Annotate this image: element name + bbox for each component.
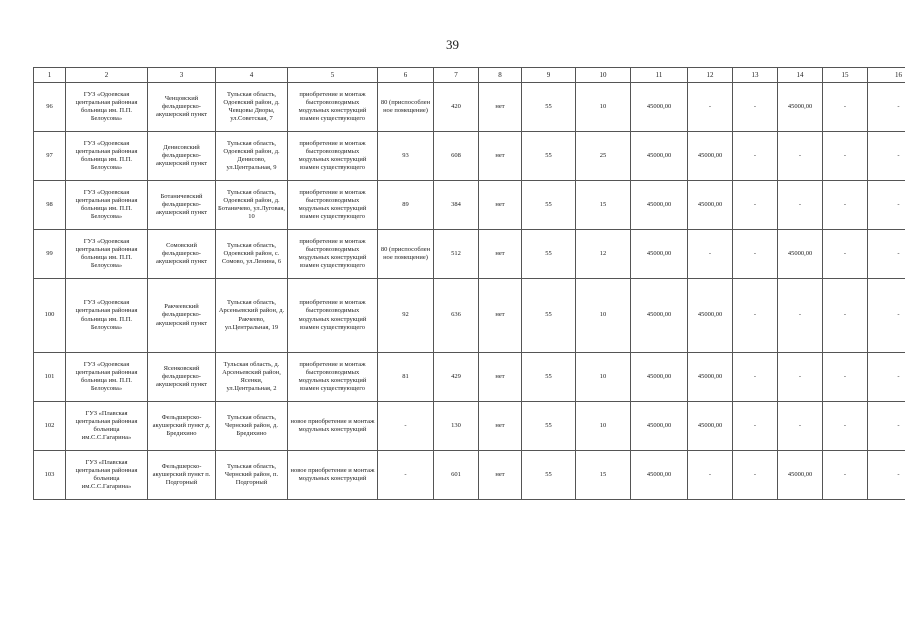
cell-availability: нет <box>479 83 522 132</box>
cell-cost-total: 45000,00 <box>631 132 688 181</box>
cell-distance: 55 <box>522 132 576 181</box>
cell-address: Тульская область, Одоевский район, д. Денисово, ул.Центральная, 9 <box>216 132 288 181</box>
cell-distance: 55 <box>522 230 576 279</box>
table-row <box>34 132 905 181</box>
cell-cost-total: 45000,00 <box>631 451 688 500</box>
cell-facility-name: Денисовский фельдшерско-акушерский пункт <box>148 132 216 181</box>
column-header: 3 <box>148 68 216 83</box>
cell-area: - <box>378 451 434 500</box>
cell-area: 80 (приспособлен ное помещение) <box>378 83 434 132</box>
cell-cost-total: 45000,00 <box>631 402 688 451</box>
cell-distance: 55 <box>522 279 576 353</box>
column-header: 6 <box>378 68 434 83</box>
cell-area: 89 <box>378 181 434 230</box>
cell-cost-year-2: - <box>733 132 778 181</box>
cell-cost-total: 45000,00 <box>631 230 688 279</box>
cell-facility-name: Фельдшерско-акушерский пункт д. Бредихино <box>148 402 216 451</box>
cell-cost-year-2: - <box>733 402 778 451</box>
cell-cost-year-5: - <box>868 230 905 279</box>
cell-distance: 55 <box>522 181 576 230</box>
column-header: 4 <box>216 68 288 83</box>
column-header: 14 <box>778 68 823 83</box>
cell-cost-year-5: - <box>868 402 905 451</box>
cell-availability: нет <box>479 279 522 353</box>
cell-cost-year-5: - <box>868 181 905 230</box>
column-header: 8 <box>479 68 522 83</box>
cell-cost-year-4: - <box>823 132 868 181</box>
cell-cost-year-5: - <box>868 132 905 181</box>
column-header: 10 <box>576 68 631 83</box>
cell-area: 92 <box>378 279 434 353</box>
cell-row-number: 99 <box>34 230 66 279</box>
cell-cost-year-2: - <box>733 451 778 500</box>
cell-cost-year-4: - <box>823 83 868 132</box>
cell-availability: нет <box>479 451 522 500</box>
cell-availability: нет <box>479 132 522 181</box>
cell-cost-year-2: - <box>733 279 778 353</box>
cell-row-number: 97 <box>34 132 66 181</box>
cell-area: 80 (приспособлен ное помещение) <box>378 230 434 279</box>
cell-staff-count: 10 <box>576 353 631 402</box>
column-header: 5 <box>288 68 378 83</box>
cell-cost-year-1: 45000,00 <box>688 402 733 451</box>
cell-cost-year-5: - <box>868 451 905 500</box>
column-header: 16 <box>868 68 905 83</box>
table-row <box>34 83 905 132</box>
cell-cost-total: 45000,00 <box>631 83 688 132</box>
cell-facility-name: Сомовский фельдшерско-акушерский пункт <box>148 230 216 279</box>
cell-row-number: 100 <box>34 279 66 353</box>
cell-staff-count: 15 <box>576 181 631 230</box>
cell-population: 429 <box>434 353 479 402</box>
column-header: 11 <box>631 68 688 83</box>
cell-row-number: 103 <box>34 451 66 500</box>
cell-distance: 55 <box>522 353 576 402</box>
column-header: 13 <box>733 68 778 83</box>
cell-cost-year-3: - <box>778 279 823 353</box>
cell-work-type: приобретение и монтаж быстровозводимых модульных конструкций взамен существующего <box>288 353 378 402</box>
cell-cost-year-2: - <box>733 181 778 230</box>
cell-facility-name: Ченцовский фельдшерско-акушерский пункт <box>148 83 216 132</box>
cell-availability: нет <box>479 230 522 279</box>
cell-cost-year-1: - <box>688 230 733 279</box>
cell-cost-year-4: - <box>823 279 868 353</box>
table-row <box>34 353 905 402</box>
column-header: 7 <box>434 68 479 83</box>
cell-work-type: приобретение и монтаж быстровозводимых модульных конструкций взамен существующего <box>288 83 378 132</box>
cell-institution: ГУЗ «Одоевская центральная районная больница им. П.П. Белоусова» <box>66 83 148 132</box>
table-row <box>34 279 905 353</box>
cell-cost-year-3: - <box>778 181 823 230</box>
cell-cost-year-4: - <box>823 353 868 402</box>
cell-facility-name: Ясенковский фельдшерско-акушерский пункт <box>148 353 216 402</box>
cell-availability: нет <box>479 402 522 451</box>
column-header: 12 <box>688 68 733 83</box>
cell-cost-year-1: - <box>688 451 733 500</box>
cell-staff-count: 15 <box>576 451 631 500</box>
column-header: 15 <box>823 68 868 83</box>
cell-work-type: новое приобретение и монтаж модульных конструкций <box>288 402 378 451</box>
cell-cost-year-1: 45000,00 <box>688 181 733 230</box>
cell-cost-year-4: - <box>823 230 868 279</box>
cell-cost-year-3: 45000,00 <box>778 83 823 132</box>
cell-institution: ГУЗ «Одоевская центральная районная больница им. П.П. Белоусова» <box>66 181 148 230</box>
cell-address: Тульская область, Одоевский район, с. Сомово, ул.Ленина, 6 <box>216 230 288 279</box>
cell-cost-year-1: - <box>688 83 733 132</box>
cell-cost-year-2: - <box>733 83 778 132</box>
cell-cost-year-3: 45000,00 <box>778 230 823 279</box>
cell-area: 81 <box>378 353 434 402</box>
cell-cost-year-4: - <box>823 402 868 451</box>
cell-address: Тульская область, Одоевский район, д. Ботаничево, ул.Луговая, 10 <box>216 181 288 230</box>
cell-population: 420 <box>434 83 479 132</box>
table-row <box>34 230 905 279</box>
cell-institution: ГУЗ «Одоевская центральная районная больница им. П.П. Белоусова» <box>66 353 148 402</box>
cell-address: Тульская область, Одоевский район, д. Чевцовы Дворы, ул.Советская, 7 <box>216 83 288 132</box>
cell-cost-year-4: - <box>823 451 868 500</box>
page-number: 39 <box>446 37 459 52</box>
cell-work-type: приобретение и монтаж быстровозводимых модульных конструкций взамен существующего <box>288 132 378 181</box>
cell-institution: ГУЗ «Одоевская центральная районная больница им. П.П. Белоусова» <box>66 279 148 353</box>
cell-row-number: 98 <box>34 181 66 230</box>
cell-cost-year-5: - <box>868 353 905 402</box>
cell-cost-year-5: - <box>868 279 905 353</box>
cell-work-type: приобретение и монтаж быстровозводимых модульных конструкций взамен существующего <box>288 230 378 279</box>
cell-address: Тульская область, Чернский район, п. Подгорный <box>216 451 288 500</box>
cell-work-type: приобретение и монтаж быстровозводимых модульных конструкций взамен существующего <box>288 181 378 230</box>
cell-address: Тульская область, Арсеньевский район, д. Ракчеево, ул.Центральная, 19 <box>216 279 288 353</box>
cell-area: 93 <box>378 132 434 181</box>
column-header: 1 <box>34 68 66 83</box>
cell-cost-year-2: - <box>733 230 778 279</box>
cell-row-number: 101 <box>34 353 66 402</box>
cell-distance: 55 <box>522 402 576 451</box>
table-row <box>34 181 905 230</box>
cell-staff-count: 10 <box>576 279 631 353</box>
cell-area: - <box>378 402 434 451</box>
cell-cost-year-3: 45000,00 <box>778 451 823 500</box>
cell-facility-name: Ракчеевский фельдшерско-акушерский пункт <box>148 279 216 353</box>
cell-staff-count: 10 <box>576 402 631 451</box>
cell-cost-year-3: - <box>778 353 823 402</box>
cell-staff-count: 25 <box>576 132 631 181</box>
cell-cost-year-4: - <box>823 181 868 230</box>
cell-institution: ГУЗ «Одоевская центральная районная больница им. П.П. Белоусова» <box>66 132 148 181</box>
cell-address: Тульская область, Чернский район, д. Бредихино <box>216 402 288 451</box>
cell-cost-year-3: - <box>778 402 823 451</box>
cell-cost-total: 45000,00 <box>631 353 688 402</box>
cell-work-type: приобретение и монтаж быстровозводимых модульных конструкций взамен существующего <box>288 279 378 353</box>
cell-cost-year-5: - <box>868 83 905 132</box>
cell-population: 384 <box>434 181 479 230</box>
cell-cost-total: 45000,00 <box>631 279 688 353</box>
cell-population: 608 <box>434 132 479 181</box>
table-row <box>34 451 905 500</box>
header-row <box>34 68 905 83</box>
cell-cost-year-3: - <box>778 132 823 181</box>
cell-row-number: 102 <box>34 402 66 451</box>
cell-cost-total: 45000,00 <box>631 181 688 230</box>
cell-work-type: новое приобретение и монтаж модульных конструкций <box>288 451 378 500</box>
cell-cost-year-1: 45000,00 <box>688 132 733 181</box>
cell-population: 512 <box>434 230 479 279</box>
cell-cost-year-1: 45000,00 <box>688 353 733 402</box>
cell-staff-count: 12 <box>576 230 631 279</box>
cell-distance: 55 <box>522 451 576 500</box>
cell-facility-name: Ботаничевский фельдшерско-акушерский пункт <box>148 181 216 230</box>
cell-availability: нет <box>479 181 522 230</box>
cell-staff-count: 10 <box>576 83 631 132</box>
data-table <box>33 67 905 500</box>
cell-row-number: 96 <box>34 83 66 132</box>
cell-cost-year-1: 45000,00 <box>688 279 733 353</box>
cell-population: 636 <box>434 279 479 353</box>
cell-cost-year-2: - <box>733 353 778 402</box>
cell-address: Тульская область, д. Арсеньевский район, Ясенки, ул.Центральная, 2 <box>216 353 288 402</box>
cell-institution: ГУЗ «Одоевская центральная районная больница им. П.П. Белоусова» <box>66 230 148 279</box>
cell-facility-name: Фельдшерско-акушерский пункт п. Подгорный <box>148 451 216 500</box>
column-header: 2 <box>66 68 148 83</box>
cell-institution: ГУЗ «Плавская центральная районная больница им.С.С.Гагарина» <box>66 451 148 500</box>
cell-availability: нет <box>479 353 522 402</box>
table-row <box>34 402 905 451</box>
cell-population: 130 <box>434 402 479 451</box>
cell-institution: ГУЗ «Плавская центральная районная больница им.С.С.Гагарина» <box>66 402 148 451</box>
cell-population: 601 <box>434 451 479 500</box>
column-header: 9 <box>522 68 576 83</box>
cell-distance: 55 <box>522 83 576 132</box>
